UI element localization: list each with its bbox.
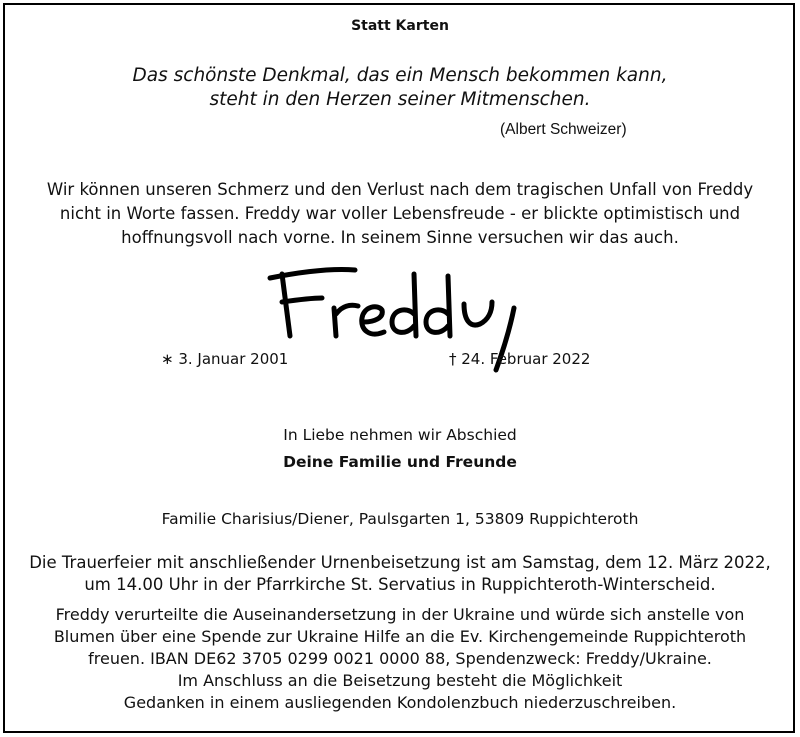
signature-stroke [282, 298, 322, 302]
signature-stroke [282, 274, 290, 336]
signature-stroke [362, 307, 384, 334]
farewell-line: In Liebe nehmen wir Abschied [283, 426, 517, 444]
signature-stroke [392, 274, 416, 336]
donation-line: freuen. IBAN DE62 3705 0299 0021 0000 88, Spendenzweck: Freddy/Ukraine. [88, 649, 712, 668]
quote-line-2: steht in den Herzen seiner Mitmenschen. [209, 89, 591, 110]
ceremony-line: um 14.00 Uhr in der Pfarrkirche St. Servatius in Ruppichteroth-Winterscheid. [84, 575, 716, 594]
quote-author: (Albert Schweizer) [500, 121, 627, 138]
family-address: Familie Charisius/Diener, Paulsgarten 1, 53809 Ruppichteroth [161, 510, 639, 528]
donation-line: Freddy verurteilte die Auseinandersetzung in der Ukraine und würde sich anstelle von [55, 605, 745, 624]
message-line: hoffnungsvoll nach vorne. In seinem Sinne versuchen wir das auch. [121, 228, 679, 247]
notice-header: Statt Karten [351, 18, 449, 34]
donation-line: Im Anschluss an die Beisetzung besteht die Möglichkeit [177, 671, 623, 690]
signature-stroke [334, 305, 358, 336]
message-line: nicht in Worte fassen. Freddy war voller Lebensfreude - er blickte optimistisch und [59, 204, 741, 223]
signature-stroke [426, 276, 450, 336]
ceremony-line: Die Trauerfeier mit anschließender Urnenbeisetzung ist am Samstag, dem 12. März 2022, [29, 553, 771, 572]
ceremony-info [0, 552, 800, 596]
donation-line: Gedanken in einem ausliegenden Kondolenzbuch niederzuschreiben. [123, 693, 677, 712]
death-date: † 24. Februar 2022 [449, 350, 591, 368]
farewell-signature: Deine Familie und Freunde [283, 453, 517, 471]
donation-line: Blumen über eine Spende zur Ukraine Hilfe an die Ev. Kirchengemeinde Ruppichteroth [53, 627, 747, 646]
message-line: Wir können unseren Schmerz und den Verlust nach dem tragischen Unfall von Freddy [46, 180, 754, 199]
quote-line-1: Das schönste Denkmal, das ein Mensch bekommen kann, [132, 65, 668, 86]
message-paragraph [0, 178, 800, 250]
signature-stroke [270, 269, 355, 278]
signature-stroke [464, 302, 492, 325]
donation-info [0, 604, 800, 714]
birth-date: ∗ 3. Januar 2001 [161, 350, 289, 368]
